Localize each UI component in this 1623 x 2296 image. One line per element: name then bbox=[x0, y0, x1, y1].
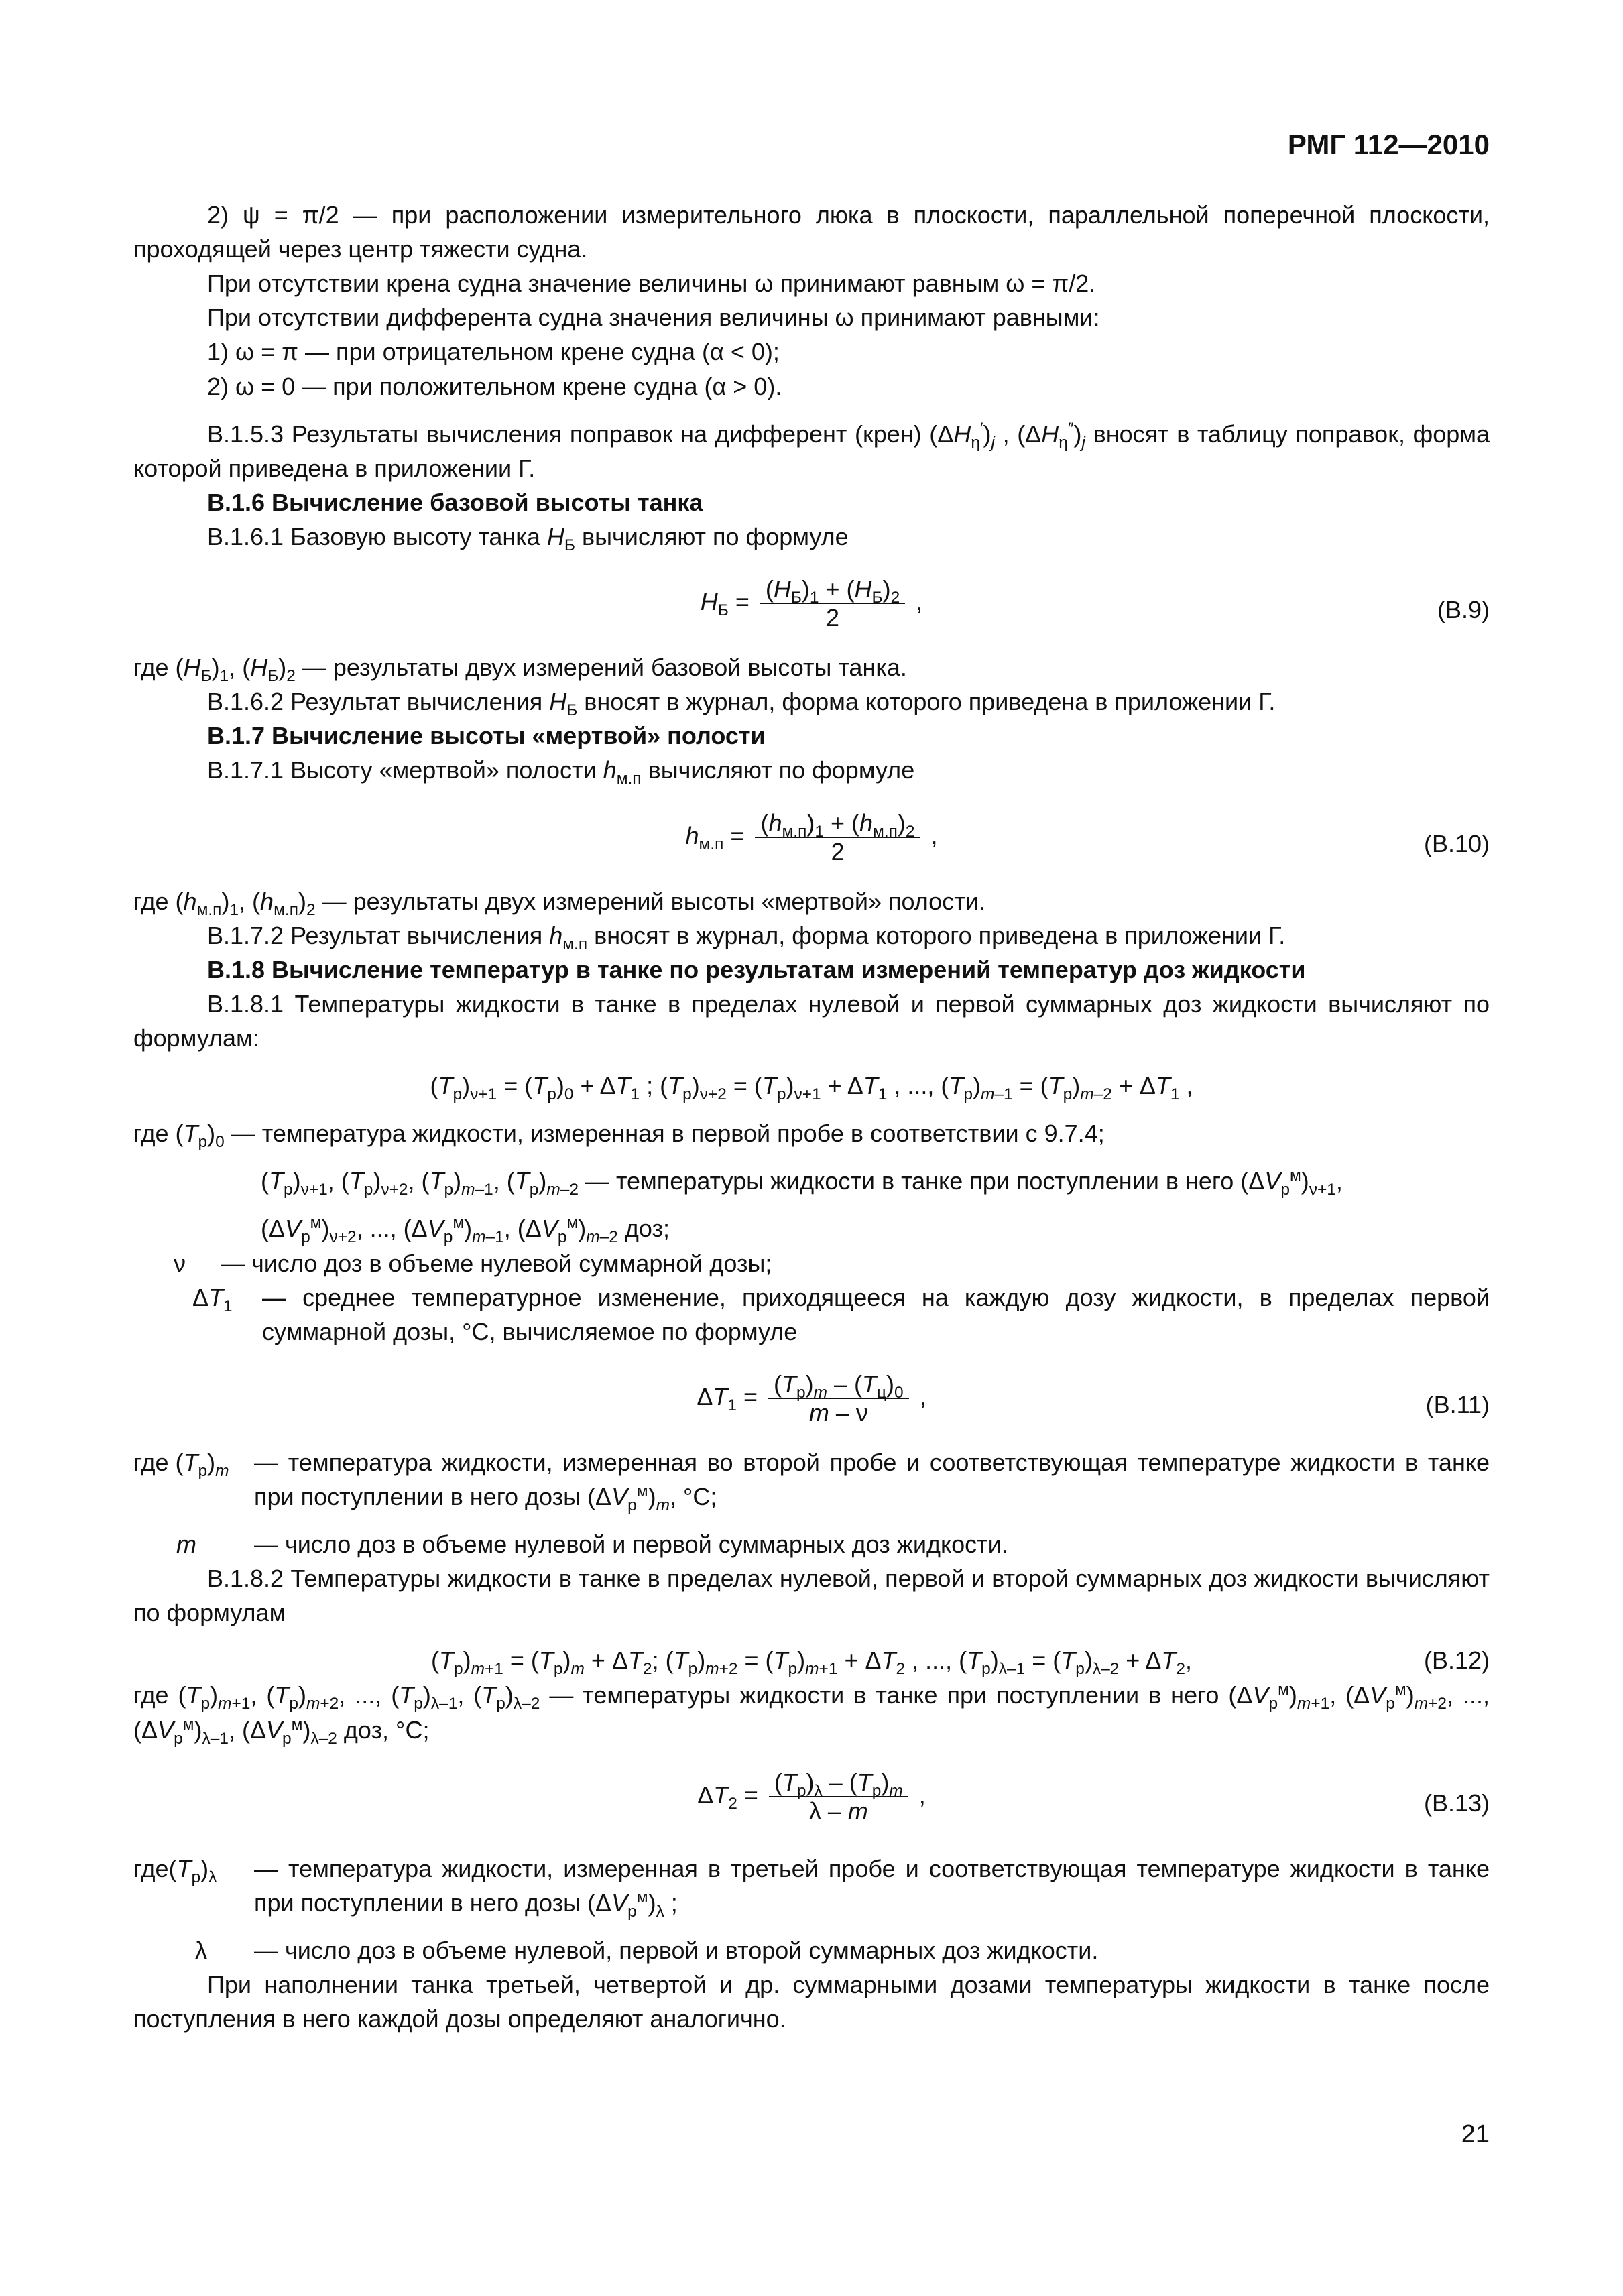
paragraph-final: При наполнении танка третьей, четвертой и др. суммарными дозами температуры жидкости в танке после поступления в него каждой дозы определяют аналогично. bbox=[133, 1970, 1490, 2033]
equation-b9: $H_Б$ = $\frac{(H_Б)_1 + (H_Б)_2}{2}$ , (В.9) bbox=[700, 575, 1490, 632]
section-heading-b17: В.1.7 Вычисление высоты «мертвой» полости bbox=[207, 722, 766, 750]
definition-m: m — число доз в объеме нулевой и первой суммарных доз жидкости. bbox=[176, 1530, 1008, 1559]
equation-number: (В.10) bbox=[1423, 829, 1490, 857]
equation-b10: $h_{м.п}$ = $\frac{(h_{м.п})_1 + (h_{м.п})_2}{2}$ , (В.10) bbox=[685, 808, 1490, 865]
paragraph-omega-pi: 1) ω = π — при отрицательном крене судна (α < 0); bbox=[207, 338, 780, 366]
definition-nu: ν — число доз в объеме нулевой суммарной дозы; bbox=[174, 1249, 772, 1277]
paragraph-no-heel: При отсутствии крена судна значение величины ω принимают равным ω = π/2. bbox=[207, 269, 1096, 298]
equation-number: (В.9) bbox=[1437, 596, 1490, 624]
paragraph-where-b9: где $(H_Б)_1$, $(H_Б)_2$ — результаты двух измерений базовой высоты танка. bbox=[133, 654, 907, 686]
definition-dt1: $\Delta T_1$ — среднее температурное изменение, приходящееся на каждую дозу жидкости, в пределах первой суммарной дозы, °С, вычисляемое по формуле bbox=[192, 1283, 1490, 1345]
definition-lambda: λ — число доз в объеме нулевой, первой и второй суммарных доз жидкости. bbox=[195, 1936, 1099, 1964]
definition-tpl: $где(T_р)_\lambda$ — температура жидкости, измеренная в третьей пробе и соответствующая температуре жидкости в танке при поступлении в него дозы $(\Delta V_р^м)_\lambda$ ; bbox=[133, 1854, 1490, 1921]
document-header: РМГ 112—2010 bbox=[1287, 129, 1490, 160]
equation-b12: $(T_р)_{m+1} = (T_р)_m + \Delta T_2$; $(T_р)_{m+2} = (T_р)_{m+1} + \Delta T_2$ , ..., $(T_р)_{\lambda-1} = (T_р)_{\lambda-2} + \Delta T_2$, (В.12) bbox=[133, 1643, 1490, 1678]
paragraph-doses-list: $(\Delta V_р^м)_{\nu+2}$, ..., $(\Delta V_р^м)_{m-1}$, $(\Delta V_р^м)_{m-2}$ доз; bbox=[261, 1214, 670, 1247]
paragraph-where-b12: где $(T_р)_{m+1}$, $(T_р)_{m+2}$, ..., $(T_р)_{\lambda-1}$, $(T_р)_{\lambda-2}$ — температуры жидкости в танке при поступлении в него $(\Delta V_р^м)_{m+1}$, $(\Delta V_р^м)_{m+2}$, ..., $(\Delta V_р^м)_{\lambda-1}$, $(\Delta V_р^м)_{\lambda-2}$ доз, °С; bbox=[133, 1681, 1490, 1748]
paragraph-b162: В.1.6.2 Результат вычисления $H_Б$ вносят в журнал, форма которого приведена в приложении Г. bbox=[207, 688, 1276, 720]
paragraph-where-tp0: где $(T_р)_0$ — температура жидкости, измеренная в первой пробе в соответствии с 9.7.4; bbox=[133, 1120, 1105, 1152]
paragraph-where-b10: где $(h_{м.п})_1$, $(h_{м.п})_2$ — результаты двух измерений высоты «мертвой» полости. bbox=[133, 887, 985, 919]
definition-tpm: где $(T_р)_m$ — температура жидкости, измеренная во второй пробе и соответствующая температуре жидкости в танке при поступлении в него дозы $(\Delta V_р^м)_m$, °С; bbox=[133, 1448, 1490, 1515]
document-body bbox=[133, 198, 1490, 2036]
equation-number: (В.13) bbox=[1423, 1789, 1490, 1817]
equation-number: (В.11) bbox=[1425, 1390, 1490, 1418]
paragraph-temps-list: $(T_р)_{\nu+1}$, $(T_р)_{\nu+2}$, $(T_р)_{m-1}$, $(T_р)_{m-2}$ — температуры жидкости в танке при поступлении в него $(\Delta V_р^м)_{\nu+1}$, bbox=[261, 1166, 1343, 1199]
paragraph-psi: 2) ψ = π/2 — при расположении измерительного люка в плоскости, параллельной поперечной плоскости, проходящей через центр тяжести судна. bbox=[133, 201, 1490, 263]
equation-temps-1: $(T_р)_{\nu+1} = (T_р)_0 + \Delta T_1$ ; $(T_р)_{\nu+2} = (T_р)_{\nu+1} + \Delta T_1$ , ..., $(T_р)_{m-1} = (T_р)_{m-2} + \Delta T_1$ , bbox=[430, 1072, 1193, 1104]
equation-b13: $\Delta T_2$ = $\frac{(T_р)_\lambda - (T_р)_m}{\lambda - m}$ , (В.13) bbox=[697, 1768, 1490, 1825]
section-heading-b18: В.1.8 Вычисление температур в танке по результатам измерений температур доз жидкости bbox=[207, 955, 1306, 983]
equation-number: (В.12) bbox=[1423, 1646, 1490, 1675]
section-heading-b16: В.1.6 Вычисление базовой высоты танка bbox=[207, 488, 703, 516]
paragraph-b181: В.1.8.1 Температуры жидкости в танке в пределах нулевой и первой суммарных доз жидкости вычисляют по формулам: bbox=[133, 989, 1490, 1052]
paragraph-b182: В.1.8.2 Температуры жидкости в танке в пределах нулевой, первой и второй суммарных доз жидкости вычисляют по формулам bbox=[133, 1565, 1490, 1627]
paragraph-b161: В.1.6.1 Базовую высоту танка $H_Б$ вычисляют по формуле bbox=[207, 522, 849, 555]
paragraph-no-trim: При отсутствии дифферента судна значения величины ω принимают равными: bbox=[207, 304, 1100, 332]
paragraph-b172: В.1.7.2 Результат вычисления $h_{м.п}$ вносят в журнал, форма которого приведена в приложении Г. bbox=[207, 921, 1286, 953]
paragraph-b171: В.1.7.1 Высоту «мертвой» полости $h_{м.п}$ вычисляют по формуле bbox=[207, 756, 915, 788]
paragraph-omega-0: 2) ω = 0 — при положительном крене судна (α > 0). bbox=[207, 372, 782, 400]
paragraph-b153: В.1.5.3 Результаты вычисления поправок на дифферент (крен) $(\Delta H_\eta')_j$ , $(\Delta H_\eta'')_j$ вносят в таблицу поправок, форма которой приведена в приложении Г. bbox=[133, 419, 1490, 482]
equation-b11: $\Delta T_1$ = $\frac{(T_р)_m - (T_ц)_0}{m - \nu}$ , (В.11) bbox=[697, 1370, 1490, 1427]
page-number: 21 bbox=[1461, 2120, 1490, 2149]
